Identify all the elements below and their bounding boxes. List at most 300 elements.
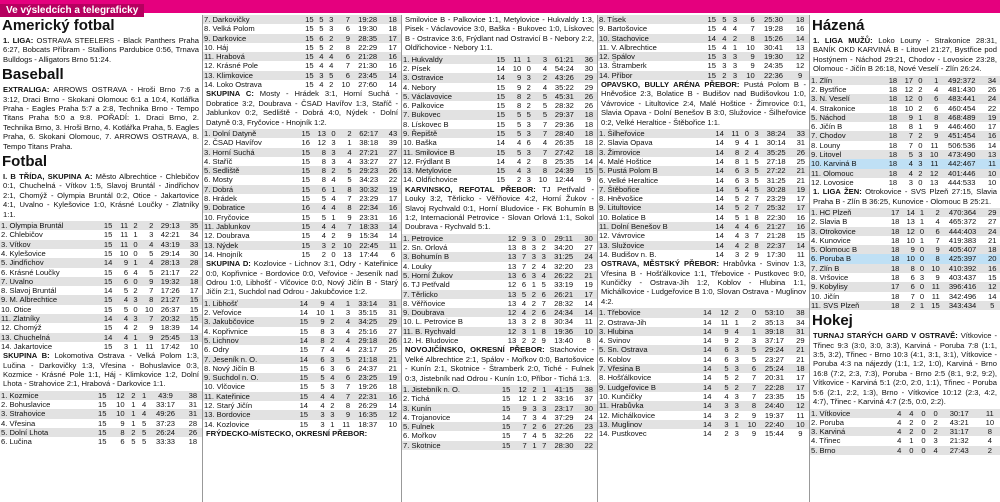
stat-cell: 0 [927, 409, 939, 418]
stat-cell: 10 [538, 175, 548, 185]
stat-cell: 15 [98, 418, 107, 428]
stat-cell: 481:430 [948, 84, 976, 94]
table-row [810, 76, 1000, 85]
stat-cell: 473:490 [939, 150, 984, 159]
stat-cell: 10 [116, 400, 125, 410]
team-cell: 5. Lichnov [203, 336, 292, 345]
stat-cell: 1 [136, 391, 147, 400]
stat-cell: 31 [384, 299, 401, 308]
stat-cell: 22:36 [756, 71, 792, 80]
stat-cell: 14 [695, 308, 712, 317]
stat-cell: 4 [934, 84, 939, 94]
team-cell: 3. Horní Suchá [203, 148, 295, 157]
stat-cell: 35:15 [358, 308, 378, 318]
stat-cell: 6 [750, 222, 760, 231]
stat-cell: 27:18 [766, 157, 786, 166]
table-row [203, 336, 401, 345]
stat-cell: 23:17 [358, 345, 378, 355]
stat-cell: 8 [320, 326, 325, 336]
stat-cell: 22:31 [351, 392, 384, 401]
stat-cell: 12 [518, 394, 527, 404]
stat-cell: 26 [384, 336, 401, 345]
stat-cell: 14 [702, 410, 712, 420]
stat-cell: 17 [796, 373, 805, 383]
stat-cell: 3 [331, 138, 336, 148]
stat-cell: 2 [526, 101, 531, 111]
stat-cell: 3 [149, 230, 154, 240]
stat-cell: 11 [385, 241, 401, 250]
stat-cell: 21 [793, 166, 809, 175]
stat-cell: 12 [900, 227, 916, 236]
stat-cell: 14 [708, 185, 724, 194]
stat-cell: 2 [927, 427, 939, 436]
stat-cell: 14 [388, 231, 398, 241]
stat-cell: 21 [796, 354, 805, 364]
stat-cell: 2 [327, 241, 337, 250]
stat-cell: 3 [538, 404, 548, 413]
stat-cell: 7 [750, 203, 760, 212]
standings-table [598, 129, 809, 259]
stat-cell: 10 [987, 177, 997, 187]
stat-cell: 15 [495, 422, 511, 431]
stat-cell: 2 [329, 42, 334, 52]
table-row [0, 391, 202, 400]
stat-cell: 11 [506, 55, 522, 64]
stat-cell: 5 [517, 290, 527, 299]
team-cell: 2. Poruba [811, 417, 844, 427]
team-cell: 2. Slavia Opava [599, 138, 653, 148]
stat-cell: 15 [295, 129, 311, 138]
stat-cell: 2 [728, 34, 739, 43]
stat-cell: 15 [292, 373, 309, 382]
table-row [402, 148, 597, 157]
stat-cell: 21:27 [154, 295, 186, 304]
team-cell: 3. Hlubina [598, 327, 695, 336]
table-row [598, 15, 809, 24]
stat-cell: 18 [186, 277, 202, 286]
stat-cell: 14 [715, 212, 724, 222]
stat-cell: 1 [909, 436, 914, 446]
section-heading: Fotbal [2, 153, 47, 171]
stat-cell: 465:372 [948, 217, 977, 227]
stat-cell: 62:17 [353, 129, 385, 138]
table-row [598, 355, 809, 364]
stat-cell: 13 [343, 249, 352, 259]
stat-cell: 2 [717, 71, 728, 80]
stat-cell: 18 [888, 103, 898, 113]
stat-cell: 14 [385, 222, 401, 231]
table-row [402, 441, 597, 450]
stat-cell: 29:23 [353, 166, 385, 175]
stat-cell: 21:28 [351, 52, 384, 61]
stat-cell: 17 [796, 194, 806, 204]
stat-cell: 13 [186, 333, 202, 342]
table-row [203, 355, 401, 364]
stat-cell: 14 [98, 333, 114, 342]
stat-cell: 21 [580, 271, 597, 280]
stat-cell: 15 [295, 148, 311, 157]
stat-cell: 26:37 [160, 304, 180, 314]
team-cell: 7. Darkovičky [203, 15, 298, 24]
column-5 [810, 15, 1000, 502]
stat-cell: 33:33 [156, 437, 176, 447]
stat-cell: 4 [542, 412, 547, 422]
stat-cell: 15 [496, 101, 505, 111]
stat-cell: 7 [320, 345, 325, 355]
stat-cell: 1 [918, 122, 923, 132]
stat-cell: 4 [326, 392, 336, 401]
stat-cell: 18 [581, 129, 597, 138]
stat-cell: 36 [581, 55, 597, 64]
stat-cell: 9 [541, 336, 546, 346]
stat-cell: 1 [131, 400, 136, 410]
stat-cell: 43:9 [147, 391, 184, 400]
stat-cell: 3 [730, 345, 740, 354]
stat-cell: 5 [750, 166, 760, 175]
stat-cell: 3 [722, 61, 727, 71]
stat-cell: 5 [315, 15, 325, 24]
stat-cell: 12 [107, 391, 125, 400]
stat-cell: 7 [754, 194, 759, 204]
team-cell: 10. L. Petrovice B [403, 317, 463, 327]
stat-cell: 18 [882, 150, 898, 159]
stat-cell: 3 [320, 419, 325, 429]
stat-cell: 29 [581, 73, 597, 82]
stat-cell: 11 [113, 240, 129, 249]
stat-cell: 5 [751, 354, 757, 364]
standings-table [810, 409, 1000, 455]
team-cell: 5. Václavovice [402, 92, 490, 101]
stat-cell: 15 [298, 71, 315, 80]
stat-cell: 3 [532, 55, 548, 64]
table-row [598, 383, 809, 392]
team-cell: 2. Písek [403, 63, 431, 73]
stat-cell: 15 [305, 61, 314, 71]
stat-cell: 31:25 [547, 252, 580, 261]
team-cell: 6. Velké Heraltice [599, 175, 659, 185]
stat-cell: 5 [321, 194, 326, 204]
table-row [810, 245, 1000, 254]
stat-cell: 31 [188, 400, 198, 410]
table-row [810, 236, 1000, 245]
stat-cell: 3 [325, 15, 335, 24]
stat-cell: 7 [751, 373, 757, 383]
stat-cell: 8 [542, 156, 548, 166]
stat-cell: 1 [131, 418, 136, 428]
stat-cell: 7 [345, 61, 350, 71]
team-cell: 12. Lovosice [811, 177, 854, 187]
stat-cell: 23:29 [766, 194, 786, 204]
table-row [0, 221, 202, 230]
table-row [203, 231, 401, 240]
stat-cell: 1 [327, 185, 337, 194]
stat-cell: 22:37 [760, 241, 793, 250]
stat-cell: 30 [189, 248, 199, 258]
table-row [402, 404, 597, 413]
stat-cell: 4 [337, 148, 353, 157]
team-cell: 1. Zlín [810, 76, 882, 85]
stat-cell: 21 [796, 175, 806, 185]
stat-cell: 18 [792, 364, 809, 373]
stat-cell: 18 [882, 94, 898, 103]
stat-cell: 14 [987, 140, 997, 150]
stat-cell: 18 [791, 15, 809, 24]
stat-cell: 30:17 [939, 409, 980, 418]
stat-cell: 444:403 [941, 227, 985, 236]
stat-cell: 54:24 [554, 63, 574, 73]
stat-cell: 17 [885, 282, 901, 291]
stat-cell: 2 [730, 308, 740, 317]
table-row [598, 61, 809, 70]
competition-label: SKUPINA C: [206, 89, 254, 99]
stat-cell: 2 [326, 317, 336, 326]
team-cell: 7. Těrlicko [402, 290, 501, 299]
stat-cell: 12 [712, 308, 729, 317]
stat-cell: 34 [984, 76, 1000, 85]
stat-cell: 15 [305, 24, 314, 34]
stat-cell: 4 [724, 391, 729, 401]
stat-cell: 3 [728, 15, 739, 24]
stat-cell: 15 [295, 222, 311, 231]
stat-cell: 23:25 [351, 373, 384, 382]
stat-cell: 37:29 [554, 412, 574, 422]
stat-cell: 2 [531, 336, 536, 346]
stat-cell: 25:30 [756, 15, 792, 24]
stat-cell: 4 [345, 345, 351, 355]
team-cell: 1. Olympia Bruntál [0, 221, 98, 230]
stat-cell: 22:45 [353, 241, 385, 250]
stat-cell: 8 [107, 428, 125, 437]
stat-cell: 15 [301, 212, 310, 222]
team-cell: 2. Tichá [403, 394, 430, 404]
stat-cell: 405:407 [941, 245, 985, 254]
stat-cell: 15 [496, 175, 505, 185]
stat-cell: 10 [906, 235, 915, 245]
stat-cell: 5 [123, 304, 129, 314]
stat-cell: 29:37 [548, 110, 581, 119]
stat-cell: 401:446 [939, 169, 984, 178]
competition-label: TURNAJ STARÝCH GARD V OSTRAVĚ: [813, 331, 958, 341]
stat-cell: 26:29 [358, 401, 378, 411]
stat-cell: 15 [103, 230, 113, 240]
stat-cell: 2 [980, 446, 1000, 455]
table-row [402, 234, 597, 243]
table-row [203, 410, 401, 419]
stat-cell: 4 [730, 327, 740, 336]
stat-cell: 7 [149, 286, 154, 296]
stat-cell: 15 [925, 301, 941, 310]
stat-cell: 5 [320, 382, 325, 392]
stat-cell: 0 [916, 245, 925, 254]
stat-cell: 18 [388, 382, 397, 392]
stat-cell: 4 [516, 156, 522, 166]
stat-cell: 10 [738, 71, 756, 80]
stat-cell: 14 [98, 314, 114, 323]
stat-cell: 15:44 [764, 429, 784, 439]
table-row [402, 120, 597, 129]
stat-cell: 14 [388, 401, 397, 411]
stat-cell: 18 [584, 138, 594, 148]
team-cell: 1. Libhošť [203, 299, 292, 308]
stat-cell: 5 [898, 150, 914, 159]
stat-cell: 29:24 [757, 345, 792, 354]
stat-cell: 30 [584, 63, 594, 73]
stat-cell: 2 [751, 317, 757, 327]
stat-cell: 14 [496, 63, 505, 73]
stat-cell: 3 [933, 436, 938, 446]
stat-cell: 3 [521, 317, 527, 327]
stat-cell: 14 [900, 208, 916, 217]
stat-cell: 15 [98, 240, 114, 249]
stat-cell: 3 [730, 401, 740, 410]
team-cell: 5. Jindřichov [0, 258, 98, 267]
stat-cell: 403:437 [948, 273, 977, 283]
team-cell: 8. Hněvošice [599, 194, 643, 204]
stat-cell: 15 [305, 42, 314, 52]
stat-cell: 12 [898, 94, 914, 103]
section-banner [0, 0, 1000, 16]
table-row [402, 262, 597, 271]
competition-label: 1. LIGA: [3, 36, 34, 45]
stat-cell: 4 [113, 333, 129, 342]
stat-cell: 21 [384, 355, 401, 364]
stat-cell: 1 [538, 385, 548, 394]
team-cell: 10. Baška [403, 138, 437, 148]
stat-cell: 10 [580, 327, 597, 336]
stat-cell: 14 [715, 138, 724, 148]
stat-cell: 14 [702, 317, 712, 327]
section-heading: Americký fotbal [2, 17, 115, 34]
stat-cell: 3 [129, 314, 138, 323]
competition-label: EXTRALIGA: [3, 85, 50, 95]
stat-cell: 14 [695, 364, 712, 373]
stat-cell: 33:27 [359, 156, 379, 166]
stat-cell: 6 [120, 437, 125, 447]
team-cell: 5. Pustá Polom B [598, 166, 708, 175]
stat-cell: 10 [316, 308, 325, 318]
table-row [598, 213, 809, 222]
stat-cell: 4 [326, 299, 336, 308]
stat-cell: 3 [744, 175, 749, 185]
stat-cell: 0 [133, 248, 138, 258]
stat-cell: 16 [384, 392, 401, 401]
stat-cell: 4 [542, 82, 548, 92]
stat-cell: 2 [542, 394, 547, 404]
stat-cell: 17 [388, 42, 397, 52]
stat-cell: 3 [522, 129, 532, 138]
stat-cell: 28:32 [554, 101, 574, 111]
stat-cell: 2 [126, 391, 137, 400]
team-cell: 10. Háj [204, 42, 229, 52]
stat-cell: 3 [326, 410, 336, 419]
standings-table [810, 208, 1000, 310]
stat-cell: 3 [331, 156, 336, 166]
stat-cell: 28:40 [548, 129, 581, 138]
stat-cell: 14 [98, 258, 114, 267]
table-row [402, 166, 597, 175]
stat-cell: 19 [793, 185, 809, 194]
stat-cell: 19:32 [154, 277, 186, 286]
stat-cell: 3 [326, 355, 336, 364]
stat-cell: 2 [900, 301, 916, 310]
stat-cell: 9 [935, 273, 940, 283]
stat-cell: 1 [126, 409, 137, 418]
stat-cell: 4 [744, 138, 749, 148]
stat-cell: 396:416 [941, 282, 985, 291]
table-row [402, 422, 597, 431]
stat-cell: 3 [728, 71, 739, 80]
competition-label: 1. LIGA MUŽŮ: [813, 36, 873, 45]
table-row [810, 169, 1000, 178]
table-row [203, 299, 401, 308]
stat-cell: 15 [699, 71, 717, 80]
team-cell: 8. Lískovec B [403, 119, 449, 129]
stat-cell: 6 [924, 94, 940, 103]
stat-cell: 2 [321, 249, 326, 259]
stat-cell: 3 [330, 363, 335, 373]
team-cell: 2. ČSAD Havířov [204, 138, 262, 148]
stat-cell: 15 [501, 431, 511, 441]
stat-cell: 0 [915, 446, 927, 455]
stat-cell: 5 [506, 110, 522, 119]
stat-cell: 18 [581, 148, 597, 157]
stat-cell: 1 [330, 419, 335, 429]
stat-cell: 4 [136, 409, 147, 418]
stat-cell: 1 [133, 341, 138, 351]
table-row [203, 203, 401, 212]
stat-cell: 26 [793, 148, 809, 157]
stat-cell: 9 [517, 234, 527, 243]
stat-cell: 15 [98, 277, 114, 286]
stat-cell: 2 [337, 129, 353, 138]
table-row [598, 308, 809, 317]
stat-cell: 25:16 [358, 326, 378, 336]
table-row [0, 240, 202, 249]
table-row [598, 129, 809, 138]
table-row [203, 166, 401, 175]
table-row [402, 280, 597, 289]
stat-cell: 23:45 [351, 71, 384, 80]
stat-cell: 3 [522, 73, 532, 82]
team-cell: 6. Krásné Loučky [1, 267, 60, 277]
competition-label: SKUPINA B: [3, 351, 50, 361]
stat-cell: 10 [904, 103, 914, 113]
team-cell: 12. Chomýž [1, 323, 42, 333]
column-4 [598, 15, 810, 502]
team-cell: 11. Zlatníky [0, 314, 98, 323]
stat-cell: 7 [751, 391, 757, 401]
stat-cell: 13 [507, 317, 517, 327]
stat-cell: 6 [315, 34, 325, 43]
team-cell: 12. Michálkovice [599, 410, 656, 420]
stat-cell: 3 [526, 175, 531, 185]
team-cell: 14. Pustkovec [599, 429, 647, 439]
stat-cell: 22:40 [757, 420, 792, 429]
table-row [598, 203, 809, 212]
stat-cell: 4 [517, 308, 527, 317]
stat-cell: 6 [735, 175, 740, 185]
stat-cell: 5 [309, 373, 326, 382]
team-cell: 4. Strakonice [811, 103, 856, 113]
stat-cell: 7 [754, 231, 759, 241]
stat-cell: 0 [526, 63, 531, 73]
table-row [598, 250, 809, 259]
stat-cell: 19 [385, 185, 401, 194]
stat-cell: 22:30 [766, 212, 786, 222]
team-cell: 8. Nový Jičín B [204, 363, 255, 373]
stat-cell: 5 [735, 194, 740, 204]
stat-cell: 6 [335, 373, 351, 382]
